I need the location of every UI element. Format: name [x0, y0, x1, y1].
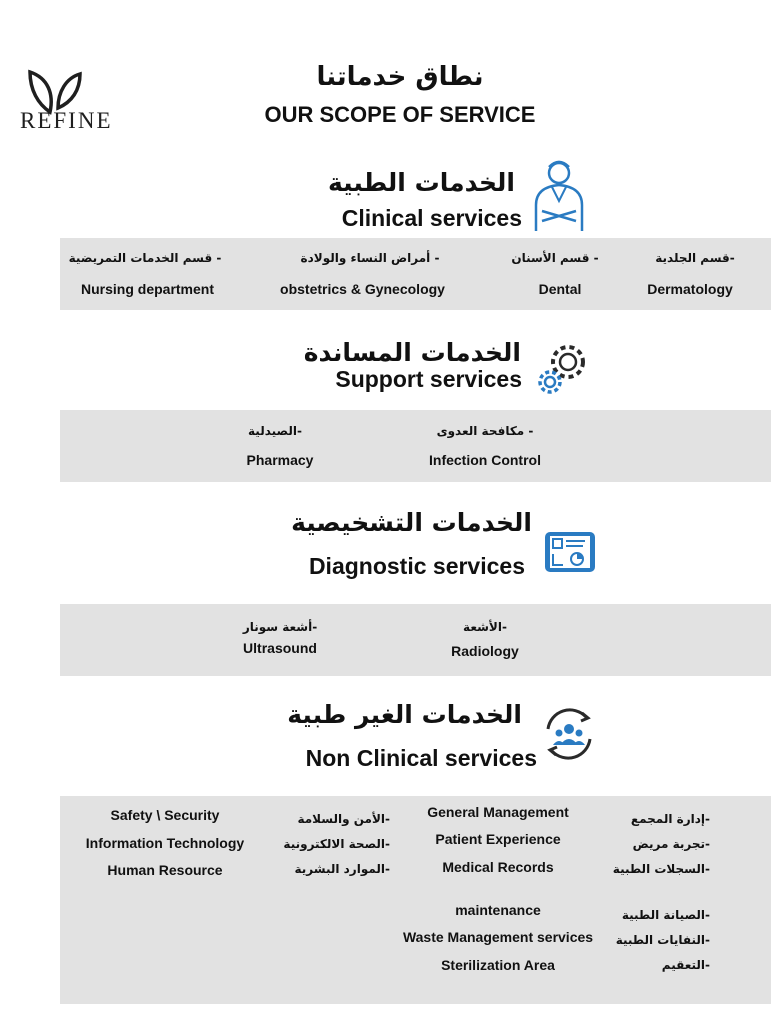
clinical-band [60, 238, 771, 310]
nonclinical-item-ar: -الموارد البشرية [294, 862, 390, 876]
clinical-item-en: Dental [538, 281, 582, 297]
page-title-en: OUR SCOPE OF SERVICE [264, 102, 536, 127]
diagnostic-title-ar: الخدمات التشخيصية [291, 508, 532, 537]
nonclinical-item-en: Waste Management services [402, 929, 594, 945]
nonclinical-title-ar: الخدمات الغير طبية [287, 700, 522, 729]
gears-icon [534, 340, 592, 398]
diagnostic-band [60, 604, 771, 676]
nonclinical-title-en: Non Clinical services [305, 745, 537, 771]
nonclinical-item-en: Sterilization Area [441, 957, 555, 973]
logo-text: REFINE [20, 108, 113, 133]
clinical-title-ar: الخدمات الطبية [328, 168, 515, 197]
nonclinical-item-ar: -الصيانة الطبية [621, 908, 710, 922]
nonclinical-item-ar: -التعقيم [661, 958, 710, 972]
clinical-item-en: obstetrics & Gynecology [280, 281, 445, 297]
page-title-ar: نطاق خدماتنا [316, 62, 484, 92]
nonclinical-item-ar: -إدارة المجمع [630, 812, 710, 826]
nonclinical-item-en: Information Technology [85, 835, 245, 851]
support-title-en: Support services [335, 366, 522, 392]
support-item-ar: -الصيدلية [248, 424, 302, 438]
diagnostic-item-ar: -الأشعة [463, 620, 507, 634]
clinical-title-en: Clinical services [341, 205, 522, 231]
nonclinical-item-en: General Management [427, 804, 569, 820]
clinical-item-ar: -قسم الجلدية [655, 251, 735, 265]
support-item-en: Infection Control [429, 452, 541, 468]
logo [18, 68, 158, 138]
clinical-item-en: Nursing department [80, 281, 214, 297]
nonclinical-item-en: Safety \ Security [110, 807, 220, 823]
nonclinical-item-ar: -السجلات الطبية [612, 862, 710, 876]
support-title-ar: الخدمات المساندة [303, 338, 521, 367]
support-item-en: Pharmacy [246, 452, 314, 468]
support-item-ar: - مكافحة العدوى [436, 424, 534, 438]
nonclinical-item-en: Human Resource [107, 862, 223, 878]
diagnostic-item-en: Radiology [451, 643, 519, 659]
nonclinical-item-ar: -النفايات الطبية [615, 933, 710, 947]
diagnostic-item-en: Ultrasound [243, 640, 317, 656]
nonclinical-item-en: maintenance [455, 902, 541, 918]
team-cycle-icon [540, 705, 598, 763]
diagnostic-title-en: Diagnostic services [308, 553, 525, 579]
clinical-item-ar: - قسم الخدمات التمريضية [68, 251, 222, 265]
nonclinical-item-en: Patient Experience [435, 831, 561, 847]
nonclinical-item-ar: -تجربة مريض [632, 837, 710, 851]
nonclinical-item-en: Medical Records [442, 859, 554, 875]
support-band [60, 410, 771, 482]
nonclinical-item-ar: -الأمن والسلامة [297, 812, 390, 826]
nonclinical-item-ar: -الصحة الالكترونية [283, 837, 390, 851]
tablet-report-icon [543, 530, 597, 574]
clinical-item-ar: - قسم الأسنان [511, 251, 599, 265]
clinical-item-en: Dermatology [647, 281, 733, 297]
doctor-icon [528, 155, 590, 235]
clinical-item-ar: - أمراض النساء والولادة [300, 251, 440, 265]
diagnostic-item-ar: -أشعة سونار [242, 620, 318, 634]
